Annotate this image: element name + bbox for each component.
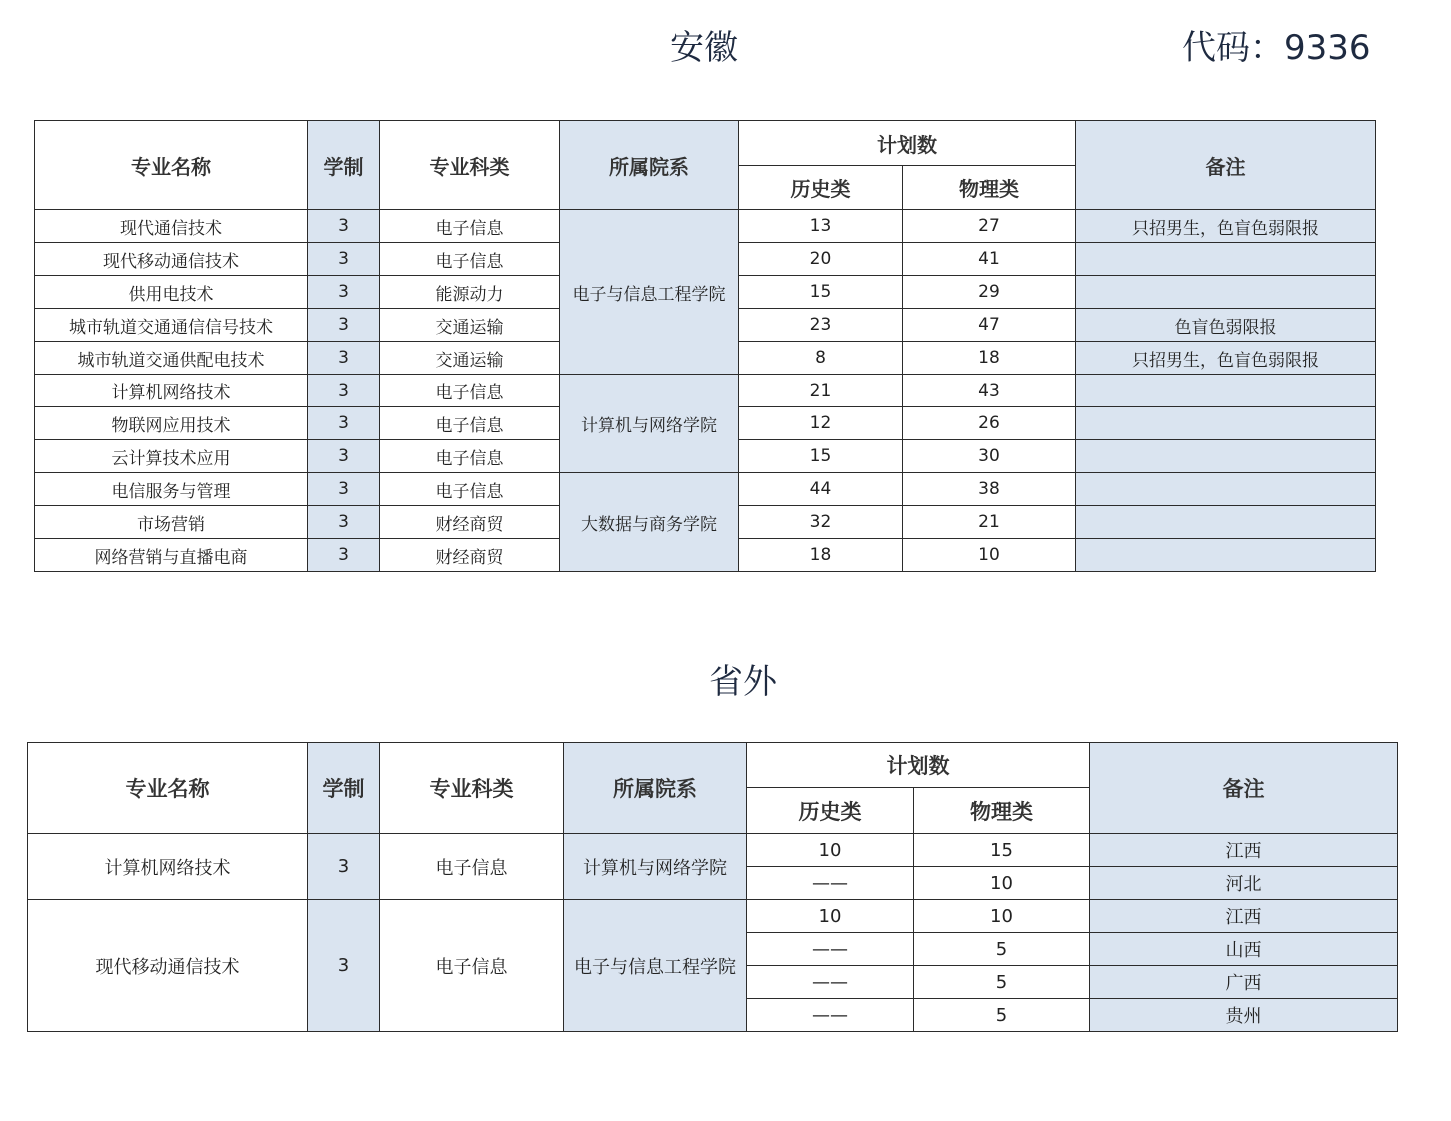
category-cell: 交通运输 [380, 309, 560, 342]
college-cell: 电子与信息工程学院 [564, 900, 747, 1032]
major-cell: 城市轨道交通通信信号技术 [35, 309, 308, 342]
header-history: 历史类 [747, 788, 914, 834]
college-cell: 电子与信息工程学院 [560, 210, 739, 375]
major-cell: 计算机网络技术 [35, 375, 308, 407]
header-notes: 备注 [1076, 121, 1376, 210]
physics-cell: 29 [903, 276, 1076, 309]
years-cell: 3 [308, 539, 380, 572]
category-cell: 电子信息 [380, 375, 560, 407]
header-years: 学制 [308, 121, 380, 210]
history-cell: 15 [739, 440, 903, 473]
years-cell: 3 [308, 210, 380, 243]
notes-cell: 只招男生，色盲色弱限报 [1076, 342, 1376, 375]
table-row [35, 473, 1376, 506]
history-cell: 12 [739, 407, 903, 440]
notes-cell: 色盲色弱限报 [1076, 309, 1376, 342]
physics-cell: 10 [903, 539, 1076, 572]
table-row [28, 834, 1398, 867]
category-cell: 交通运输 [380, 342, 560, 375]
physics-cell: 26 [903, 407, 1076, 440]
out-of-province-plan-table [27, 742, 1398, 1032]
table-row [35, 375, 1376, 407]
header-years: 学制 [308, 743, 380, 834]
section-title-anhui: 安徽 [670, 28, 738, 68]
category-cell: 电子信息 [380, 440, 560, 473]
category-cell: 电子信息 [380, 834, 564, 900]
anhui-plan-table [34, 120, 1376, 572]
category-cell: 电子信息 [380, 210, 560, 243]
header-plan: 计划数 [739, 121, 1076, 166]
years-cell: 3 [308, 506, 380, 539]
history-cell: 18 [739, 539, 903, 572]
notes-cell [1076, 539, 1376, 572]
college-cell: 大数据与商务学院 [560, 473, 739, 572]
province-cell: 江西 [1090, 834, 1398, 867]
category-cell: 财经商贸 [380, 506, 560, 539]
history-cell: —— [747, 966, 914, 999]
major-cell: 计算机网络技术 [28, 834, 308, 900]
history-cell: 8 [739, 342, 903, 375]
physics-cell: 38 [903, 473, 1076, 506]
major-cell: 现代移动通信技术 [35, 243, 308, 276]
physics-cell: 5 [914, 966, 1090, 999]
physics-cell: 10 [914, 900, 1090, 933]
category-cell: 财经商贸 [380, 539, 560, 572]
major-cell: 云计算技术应用 [35, 440, 308, 473]
notes-cell [1076, 375, 1376, 407]
province-cell: 江西 [1090, 900, 1398, 933]
years-cell: 3 [308, 440, 380, 473]
history-cell: 20 [739, 243, 903, 276]
header-history: 历史类 [739, 166, 903, 210]
header-plan: 计划数 [747, 743, 1090, 788]
category-cell: 电子信息 [380, 473, 560, 506]
section-title-out-of-province: 省外 [709, 662, 777, 702]
province-cell: 河北 [1090, 867, 1398, 900]
notes-cell: 只招男生，色盲色弱限报 [1076, 210, 1376, 243]
physics-cell: 43 [903, 375, 1076, 407]
physics-cell: 27 [903, 210, 1076, 243]
history-cell: 13 [739, 210, 903, 243]
history-cell: —— [747, 867, 914, 900]
physics-cell: 5 [914, 999, 1090, 1032]
history-cell: 21 [739, 375, 903, 407]
header-physics: 物理类 [903, 166, 1076, 210]
history-cell: 10 [747, 900, 914, 933]
category-cell: 能源动力 [380, 276, 560, 309]
years-cell: 3 [308, 342, 380, 375]
history-cell: 15 [739, 276, 903, 309]
physics-cell: 21 [903, 506, 1076, 539]
province-cell: 山西 [1090, 933, 1398, 966]
notes-cell [1076, 440, 1376, 473]
header-category: 专业科类 [380, 121, 560, 210]
header-notes: 备注 [1090, 743, 1398, 834]
province-cell: 广西 [1090, 966, 1398, 999]
physics-cell: 30 [903, 440, 1076, 473]
physics-cell: 15 [914, 834, 1090, 867]
major-cell: 现代移动通信技术 [28, 900, 308, 1032]
history-cell: 23 [739, 309, 903, 342]
header-category: 专业科类 [380, 743, 564, 834]
notes-cell [1076, 243, 1376, 276]
table-row [35, 210, 1376, 243]
years-cell: 3 [308, 375, 380, 407]
notes-cell [1076, 407, 1376, 440]
years-cell: 3 [308, 243, 380, 276]
physics-cell: 5 [914, 933, 1090, 966]
category-cell: 电子信息 [380, 407, 560, 440]
header-college: 所属院系 [564, 743, 747, 834]
major-cell: 网络营销与直播电商 [35, 539, 308, 572]
school-code: 代码：9336 [1182, 28, 1371, 68]
header-major: 专业名称 [35, 121, 308, 210]
physics-cell: 41 [903, 243, 1076, 276]
physics-cell: 47 [903, 309, 1076, 342]
table-row [28, 900, 1398, 933]
physics-cell: 18 [903, 342, 1076, 375]
years-cell: 3 [308, 407, 380, 440]
header-major: 专业名称 [28, 743, 308, 834]
history-cell: 44 [739, 473, 903, 506]
college-cell: 计算机与网络学院 [560, 375, 739, 473]
notes-cell [1076, 473, 1376, 506]
major-cell: 市场营销 [35, 506, 308, 539]
years-cell: 3 [308, 473, 380, 506]
physics-cell: 10 [914, 867, 1090, 900]
history-cell: 32 [739, 506, 903, 539]
notes-cell [1076, 276, 1376, 309]
years-cell: 3 [308, 276, 380, 309]
major-cell: 供用电技术 [35, 276, 308, 309]
major-cell: 电信服务与管理 [35, 473, 308, 506]
history-cell: 10 [747, 834, 914, 867]
header-physics: 物理类 [914, 788, 1090, 834]
category-cell: 电子信息 [380, 900, 564, 1032]
major-cell: 现代通信技术 [35, 210, 308, 243]
major-cell: 城市轨道交通供配电技术 [35, 342, 308, 375]
history-cell: —— [747, 999, 914, 1032]
notes-cell [1076, 506, 1376, 539]
years-cell: 3 [308, 900, 380, 1032]
years-cell: 3 [308, 834, 380, 900]
category-cell: 电子信息 [380, 243, 560, 276]
college-cell: 计算机与网络学院 [564, 834, 747, 900]
major-cell: 物联网应用技术 [35, 407, 308, 440]
province-cell: 贵州 [1090, 999, 1398, 1032]
history-cell: —— [747, 933, 914, 966]
years-cell: 3 [308, 309, 380, 342]
header-college: 所属院系 [560, 121, 739, 210]
